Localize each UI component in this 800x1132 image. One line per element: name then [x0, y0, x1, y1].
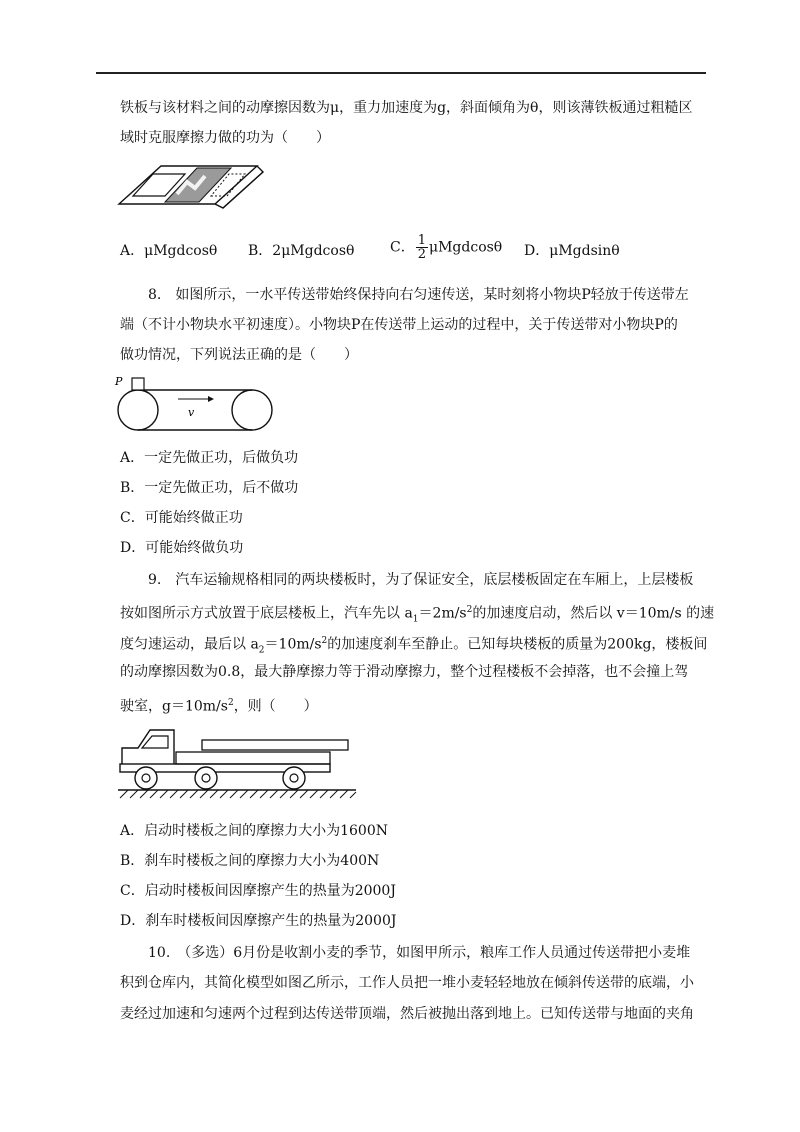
q7-text-line-2: 域时克服摩擦力做的功为（ ） [120, 130, 330, 146]
q7-option-c-numerator: 1 [417, 233, 426, 248]
q7-option-d[interactable]: D．μMgdsinθ [524, 243, 620, 259]
q9-line-5-part-b: ，则（ ） [233, 698, 318, 715]
q7-option-b[interactable]: B．2μMgdcosθ [248, 243, 355, 259]
q7-text-line-1: 铁板与该材料之间的动摩擦因数为μ，重力加速度为g，斜面倾角为θ，则该薄铁板通过粗糙区 [120, 100, 693, 116]
q9-line-2-part-c: 的加速度启动，然后以 v＝10m/s 的速 [472, 605, 715, 622]
q9-line-3-superscript: 2 [321, 636, 328, 646]
q9-line-2-subscript: 1 [412, 614, 419, 625]
q7-option-c-denominator: 2 [417, 247, 426, 262]
q7-option-c[interactable] [390, 234, 502, 261]
q10-text-line-2: 积到仓库内，其简化模型如图乙所示，工作人员把一堆小麦轻轻地放在倾斜传送带的底端，小 [120, 975, 694, 991]
q9-option-c[interactable]: C．启动时楼板间因摩擦产生的热量为2000J [120, 883, 396, 899]
q9-line-3-part-a: 度匀速运动，最后以 a [120, 636, 259, 653]
q8-conveyor-figure [112, 372, 280, 436]
q8-option-a[interactable]: A．一定先做正功，后做负功 [120, 450, 299, 466]
q9-line-2-part-b: ＝2m/s [418, 605, 467, 622]
q7-option-a[interactable]: A．μMgdcosθ [120, 243, 218, 259]
q9-text-line-3 [120, 631, 707, 660]
q9-text-line-2 [120, 600, 714, 629]
q10-text-line-3: 麦经过加速和匀速两个过程到达传送带顶端，然后被抛出落到地上。已知传送带与地面的夹角 [120, 1006, 694, 1022]
header-rule [96, 72, 706, 74]
q8-option-c[interactable]: C．可能始终做正功 [120, 510, 243, 526]
q9-line-2-superscript: 2 [466, 605, 473, 615]
q7-option-c-label: C． [390, 239, 415, 256]
q7-incline-figure [115, 158, 275, 210]
q9-text-line-5 [120, 693, 318, 717]
q9-truck-figure [112, 724, 360, 800]
q9-line-3-part-c: 的加速度刹车至静止。已知每块楼板的质量为200kg，楼板间 [327, 636, 708, 653]
q10-text-line-1: 10. （多选）6月份是收割小麦的季节，如图甲所示，粮库工作人员通过传送带把小麦堆 [148, 945, 691, 961]
q7-options [120, 233, 720, 266]
q8-text-line-3: 做功情况，下列说法正确的是（ ） [120, 347, 358, 363]
q9-line-3-part-b: ＝10m/s [264, 636, 322, 653]
q8-option-b[interactable]: B．一定先做正功，后不做功 [120, 480, 299, 496]
q9-line-5-superscript: 2 [227, 698, 234, 708]
q9-option-b[interactable]: B．刹车时楼板之间的摩擦力大小为400N [120, 853, 380, 869]
q9-text-line-1: 9. 汽车运输规格相同的两块楼板时，为了保证安全，底层楼板固定在车厢上，上层楼板 [148, 572, 694, 588]
q8-option-d[interactable]: D．可能始终做负功 [120, 540, 244, 556]
q8-text-line-2: 端（不计小物块水平初速度）。小物块P在传送带上运动的过程中，关于传送带对小物块P的 [120, 317, 678, 333]
q8-text-line-1: 8. 如图所示，一水平传送带始终保持向右匀速传送，某时刻将小物块P轻放于传送带左 [148, 287, 689, 303]
q8-figure-label-p: P [115, 375, 123, 388]
q9-option-a[interactable]: A．启动时楼板之间的摩擦力大小为1600N [120, 823, 388, 839]
q7-option-c-fraction [416, 234, 428, 261]
q9-line-2-part-a: 按如图所示方式放置于底层楼板上，汽车先以 a [120, 605, 413, 622]
q9-text-line-4: 的动摩擦因数为0.8，最大静摩擦力等于滑动摩擦力，整个过程楼板不会掉落，也不会撞上驾 [120, 664, 689, 680]
q9-option-d[interactable]: D．刹车时楼板间因摩擦产生的热量为2000J [120, 913, 397, 929]
q8-figure-label-v: v [188, 406, 195, 419]
q9-line-3-subscript: 2 [258, 645, 265, 656]
q7-option-c-expression: μMgdcosθ [429, 239, 503, 256]
q9-line-5-part-a: 驶室，g＝10m/s [120, 698, 228, 715]
